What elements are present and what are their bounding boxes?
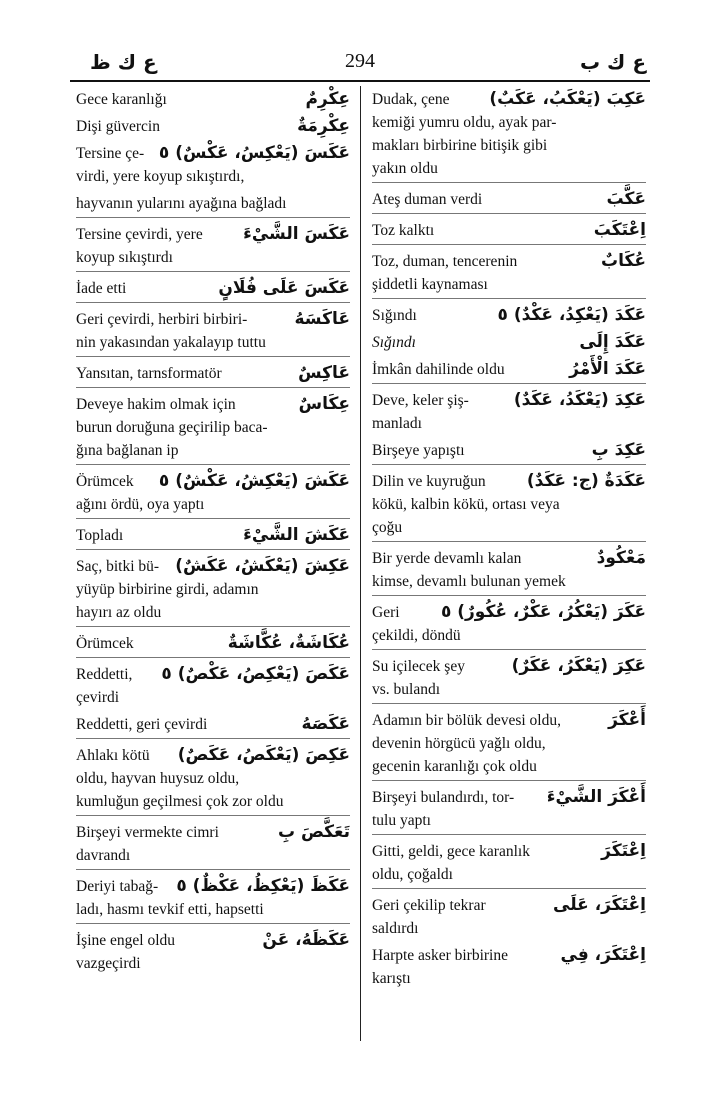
turkish-definition-line: kumluğun geçilmesi çok zor oldu [76,793,284,810]
dictionary-entry [372,356,646,383]
turkish-definition-line: İmkân dahilinde oldu [372,361,505,378]
turkish-definition-line: Reddetti, geri çevirdi [76,716,208,733]
turkish-definition-line: makları birbirine bitişik gibi [372,137,548,154]
arabic-headword: عَكَظَهُ، عَنْ [262,930,350,950]
page-number: 294 [345,50,375,72]
turkish-definition-line: İade etti [76,280,127,297]
turkish-definition-line: kemiği yumru oldu, ayak par- [372,114,557,131]
turkish-definition-line: vazgeçirdi [76,955,141,972]
turkish-definition-line: davrandı [76,847,131,864]
turkish-definition-line: Adamın bir bölük devesi oldu, [372,712,561,729]
dictionary-entry [372,888,646,942]
column-divider [360,86,361,1041]
dictionary-entry [76,869,350,923]
arabic-headword: عَكِبَ (يَعْكَبُ، عَكَبٌ) [489,89,646,109]
dictionary-entry [76,140,350,190]
turkish-definition-line: Birşeyi vermekte cimri [76,824,219,841]
turkish-definition-line: Gitti, geldi, gece karanlık [372,843,530,860]
dictionary-entry [372,703,646,780]
dictionary-entry [76,464,350,518]
dictionary-entry [372,244,646,298]
turkish-definition-line: kimse, devamlı bulunan yemek [372,573,566,590]
arabic-headword: اِعْتَكَرَ [601,841,646,861]
turkish-definition-line: oldu, hayvan huysuz oldu, [76,770,240,787]
turkish-definition-line: çevirdi [76,689,120,706]
dictionary-entry [76,302,350,356]
turkish-definition-line: ğına bağlanan ip [76,442,179,459]
dictionary-entry [76,923,350,977]
dictionary-entry [76,626,350,657]
turkish-definition-line: virdi, yere koyup sıkıştırdı, [76,168,245,185]
arabic-headword: عَكَسَ الشَّيْءَ [243,224,350,244]
dictionary-entry [372,86,646,182]
turkish-definition-line: ladı, hasmı tevkif etti, hapsetti [76,901,264,918]
header-left-letters: ع ك ظ [90,50,157,74]
arabic-headword: عَكَصَهُ [301,714,350,734]
turkish-definition-line: Dişi güvercin [76,118,160,135]
dictionary-entry [76,271,350,302]
turkish-definition-line: hayırı az oldu [76,604,162,621]
arabic-headword: أَعْكَرَ الشَّيْءَ [546,787,646,807]
turkish-definition-line: Yansıtan, tarnsformatör [76,365,222,382]
arabic-headword: عَكَدَةٌ (ج: عَكَدٌ) [526,471,646,491]
dictionary-entry [76,356,350,387]
arabic-headword: عِكْرِمَةٌ [297,116,350,136]
arabic-headword: عَكِشَ (يَعْكَشُ، عَكَشٌ) [175,556,350,576]
turkish-definition-line: Deveye hakim olmak için [76,396,236,413]
arabic-headword: عَاكَسَهُ [294,309,350,329]
dictionary-entry [76,518,350,549]
turkish-definition-line: kökü, kalbin kökü, ortası veya [372,496,560,513]
turkish-definition-line: manladı [372,415,422,432]
dictionary-entry [372,437,646,464]
turkish-definition-line: oldu, çoğaldı [372,866,453,883]
turkish-definition-line: Tersine çevirdi, yere [76,226,203,243]
turkish-definition-line: Birşeyi bulandırdı, tor- [372,789,515,806]
turkish-definition-line: şiddetli kaynaması [372,276,488,293]
arabic-headword: اِعْتَكَبَ [593,220,646,240]
turkish-definition-line: Geri çevirdi, herbiri birbiri- [76,311,248,328]
turkish-definition-line: Deriyi tabağ- [76,878,159,895]
arabic-headword: أَعْكَرَ [608,710,646,730]
arabic-headword: عُكَاشَةٌ، عُكَّاشَةٌ [227,633,350,653]
dictionary-entry [76,217,350,271]
turkish-definition-line: vs. bulandı [372,681,441,698]
dictionary-entry [76,86,350,113]
turkish-definition-line: koyup sıkıştırdı [76,249,173,266]
turkish-definition-line: Geri [372,604,400,621]
turkish-definition-line: Ahlakı kötü [76,747,150,764]
turkish-definition-line: Gece karanlığı [76,91,167,108]
arabic-headword: عَكَدَ الْأَمْرُ [569,359,646,379]
turkish-definition-line: gecenin karanlığı çok oldu [372,758,537,775]
arabic-headword: اِعْتَكَرَ، فِي [560,945,646,965]
dictionary-entry [372,213,646,244]
arabic-headword: مَعْكُودٌ [596,548,646,568]
turkish-definition-line: Dudak, çene [372,91,450,108]
arabic-headword: عَكِدَ بِ [591,440,646,460]
dictionary-entry [372,942,646,992]
turkish-definition-line: Reddetti, [76,666,133,683]
turkish-definition-line: devenin hörgücü yağlı oldu, [372,735,546,752]
turkish-definition-line: Örümcek [76,473,134,490]
turkish-definition-line: Birşeye yapıştı [372,442,465,459]
turkish-definition-line: Dilin ve kuyruğun [372,473,486,490]
dictionary-entry [76,657,350,711]
dictionary-entry [372,834,646,888]
dictionary-entry [76,815,350,869]
turkish-definition-line: ağını ördü, oya yaptı [76,496,205,513]
turkish-definition-line: Sığındı [372,334,416,351]
dictionary-entry [76,711,350,738]
page-header [70,44,650,82]
dictionary-entry [372,329,646,356]
dictionary-entry [372,780,646,834]
turkish-definition-line: Toz kalktı [372,222,435,239]
arabic-headword: عَكَشَ الشَّيْءَ [243,525,350,545]
arabic-headword: عُكَابٌ [601,251,646,271]
turkish-definition-line: saldırdı [372,920,419,937]
arabic-headword: عَكَسَ عَلَى فُلَانٍ [218,278,350,298]
turkish-definition-line: Bir yerde devamlı kalan [372,550,522,567]
dictionary-entry [76,738,350,815]
turkish-definition-line: Saç, bitki bü- [76,558,160,575]
turkish-definition-line: Su içilecek şey [372,658,465,675]
dictionary-entry [372,383,646,437]
header-right-letters: ع ك ب [579,50,646,74]
arabic-headword: تَعَكَّصَ بِ [277,822,350,842]
turkish-definition-line: karıştı [372,970,411,987]
turkish-definition-line: hayvanın yularını ayağına bağladı [76,195,287,212]
turkish-definition-line: Örümcek [76,635,134,652]
dictionary-entry [372,541,646,595]
turkish-definition-line: Ateş duman verdi [372,191,483,208]
turkish-definition-line: yakın oldu [372,160,438,177]
left-column [76,86,350,1041]
dictionary-entry [372,298,646,329]
arabic-headword: عِكَاسٌ [298,394,350,414]
turkish-definition-line: Harpte asker birbirine [372,947,508,964]
arabic-headword: عَكِصَ (يَعْكَصُ، عَكَصٌ) [177,745,350,765]
arabic-headword: عَكَرَ (يَعْكُرُ، عَكْرٌ، عُكُورٌ) ٥ [440,602,646,622]
dictionary-entry [76,113,350,140]
arabic-headword: عَكَصَ (يَعْكِصُ، عَكْصٌ) ٥ [161,664,350,684]
turkish-definition-line: Sığındı [372,307,417,324]
dictionary-entry [76,190,350,217]
arabic-headword: عَكَدَ (يَعْكِدُ، عَكْدٌ) ٥ [497,305,646,325]
arabic-headword: عَكَشَ (يَعْكِشُ، عَكْشٌ) ٥ [158,471,350,491]
arabic-headword: عَكَظَ (يَعْكِظُ، عَكْظٌ) ٥ [176,876,350,896]
right-column [372,86,646,1041]
turkish-definition-line: çekildi, döndü [372,627,461,644]
turkish-definition-line: Deve, keler şiş- [372,392,469,409]
turkish-definition-line: Tersine çe- [76,145,145,162]
arabic-headword: عَكَدَ إِلَى [579,332,646,352]
dictionary-entry [372,464,646,541]
dictionary-entry [372,649,646,703]
turkish-definition-line: tulu yaptı [372,812,431,829]
dictionary-entry [76,549,350,626]
turkish-definition-line: Topladı [76,527,124,544]
dictionary-entry [372,182,646,213]
arabic-headword: عَكِدَ (يَعْكَدُ، عَكَدٌ) [513,390,646,410]
turkish-definition-line: nin yakasından yakalayıp tuttu [76,334,266,351]
arabic-headword: عَاكِسٌ [298,363,350,383]
arabic-headword: عَكِرَ (يَعْكَرُ، عَكَرٌ) [511,656,646,676]
turkish-definition-line: İşine engel oldu [76,932,176,949]
turkish-definition-line: Geri çekilip tekrar [372,897,486,914]
arabic-headword: عِكْرِمٌ [305,89,350,109]
turkish-definition-line: çoğu [372,519,403,536]
turkish-definition-line: burun doruğuna geçirilip baca- [76,419,268,436]
turkish-definition-line: yüyüp birbirine girdi, adamın [76,581,259,598]
arabic-headword: عَكَّبَ [606,189,646,209]
arabic-headword: عَكَسَ (يَعْكِسُ، عَكْسٌ) ٥ [158,143,350,163]
turkish-definition-line: Toz, duman, tencerenin [372,253,518,270]
dictionary-entry [372,595,646,649]
arabic-headword: اِعْتَكَرَ، عَلَى [553,895,646,915]
dictionary-entry [76,387,350,464]
